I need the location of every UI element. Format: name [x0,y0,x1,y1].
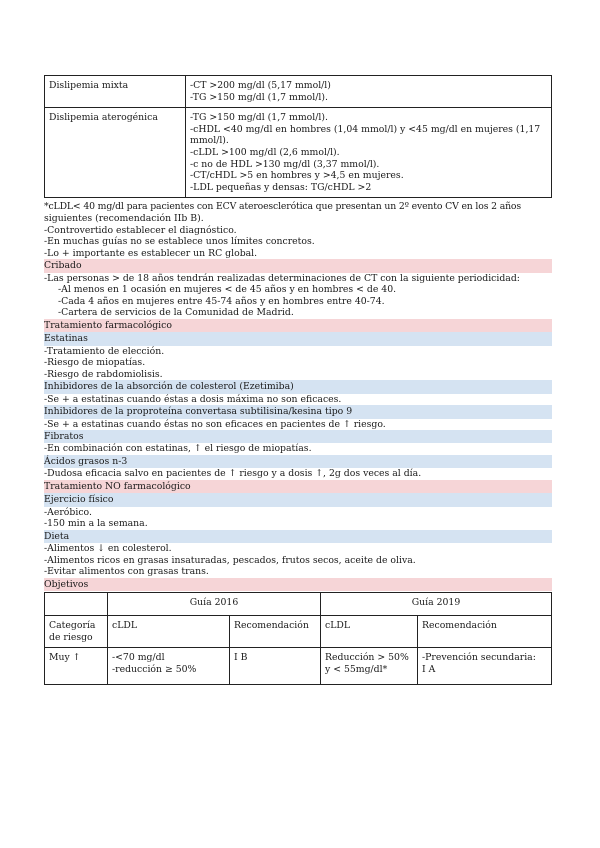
criteria-line: -TG >150 mg/dl (1,7 mmol/l). [190,91,328,103]
list-item: -En combinación con estatinas, ↑ el riesgo de miopatías. [44,443,312,455]
cell-cldl-2019 [321,648,418,685]
criteria-line: -LDL pequeñas y densas: TG/cHDL >2 [190,181,372,193]
subheading-fibratos: Fibratos [44,430,552,443]
cell-line: -reducción ≥ 50% [112,663,197,675]
criteria-line: -CT/cHDL >5 en hombres y >4,5 en mujeres. [190,170,404,182]
criteria-line: -cHDL <40 mg/dl en hombres (1,04 mmol/l) y <45 mg/dl en mujeres (1,17 mmol/l). [190,123,541,147]
section-heading-farmacologico: Tratamiento farmacológico [44,319,552,332]
subheading-dieta: Dieta [44,530,552,543]
table-row [45,648,552,685]
cell-line: I A [422,663,436,675]
cell-line: -Prevención secundaria: [422,652,536,664]
col-categoria: Categoría de riesgo [45,616,108,648]
list-item: -Tratamiento de elección. [44,345,165,357]
document-page [44,75,552,685]
list-item: -Riesgo de rabdomiolisis. [44,368,163,380]
note-line: *cLDL< 40 mg/dl para pacientes con ECV ateroesclerótica que presentan un 2º evento CV en los 2 años [44,201,522,213]
table-row [45,108,552,198]
note-line: siguientes (recomendación IIb B). [44,212,204,224]
list-item: -Alimentos ↓ en colesterol. [44,543,172,554]
list-item: -Se + a estatinas cuando éstas no son eficaces en pacientes de ↑ riesgo. [44,418,386,430]
row-criteria [186,76,552,108]
cell-line: y < 55mg/dl* [325,663,388,675]
list-item: -Dudosa eficacia salvo en pacientes de ↑ riesgo y a dosis ↑, 2g dos veces al día. [44,468,422,480]
list-item: -150 min a la semana. [44,518,148,530]
cell-line: Reducción > 50% [325,652,409,664]
criteria-line: -CT >200 mg/dl (5,17 mmol/l) [190,80,331,91]
note-line: -Lo + importante es establecer un RC global. [44,247,258,259]
list-item: -Evitar alimentos con grasas trans. [44,566,209,578]
list-item: -Riesgo de miopatías. [44,357,146,369]
col-recomendacion-2016: Recomendación [230,616,321,648]
section-heading-no-farmacologico: Tratamiento NO farmacológico [44,480,552,493]
col-recomendacion-2019: Recomendación [418,616,552,648]
section-heading-objetivos: Objetivos [44,578,552,591]
subheading-ezetimiba: Inhibidores de la absorción de colesterol (Ezetimiba) [44,380,552,393]
list-item: -Se + a estatinas cuando éstas a dosis máxima no son eficaces. [44,393,342,405]
table-subheader-row [45,616,552,648]
subheading-ejercicio: Ejercicio físico [44,493,552,506]
subheading-omega3: Ácidos grasos n-3 [44,455,552,468]
dyslipidemia-table [44,75,552,198]
notes [44,201,552,259]
criteria-line: -TG >150 mg/dl (1,7 mmol/l). [190,112,328,124]
empty-header-cell [45,593,108,616]
row-label: Dislipemia aterogénica [45,108,186,198]
header-guia-2019: Guía 2019 [321,593,552,616]
subheading-estatinas: Estatinas [44,332,552,345]
list-item: -Alimentos ricos en grasas insaturadas, pescados, frutos secos, aceite de oliva. [44,554,416,566]
row-label: Dislipemia mixta [45,76,186,108]
cell-categoria: Muy ↑ [45,648,108,685]
subheading-pcsk9: Inhibidores de la proproteína convertasa subtilisina/kesina tipo 9 [44,405,552,418]
header-guia-2016: Guía 2016 [108,593,321,616]
cell-cldl-2016 [108,648,230,685]
list-item: -Aeróbico. [44,506,92,518]
objetivos-table [44,592,552,685]
list-item: -Cartera de servicios de la Comunidad de Madrid. [58,307,294,319]
table-row [45,76,552,108]
list-item: -Al menos en 1 ocasión en mujeres < de 45 años y en hombres < de 40. [58,284,397,296]
note-line: -Controvertido establecer el diagnóstico. [44,224,237,236]
cell-rec-2019 [418,648,552,685]
section-heading-cribado: Cribado [44,259,552,272]
list-item: -Cada 4 años en mujeres entre 45-74 años y en hombres entre 40-74. [58,295,385,307]
row-criteria [186,108,552,198]
criteria-line: -cLDL >100 mg/dl (2,6 mmol/l). [190,146,340,158]
col-cldl-2016: cLDL [108,616,230,648]
cell-line: -<70 mg/dl [112,652,165,664]
criteria-line: -c no de HDL >130 mg/dl (3,37 mmol/l). [190,158,380,170]
note-line: -En muchas guías no se establece unos límites concretos. [44,236,315,248]
col-cldl-2019: cLDL [321,616,418,648]
cribado-intro: -Las personas > de 18 años tendrán realizadas determinaciones de CT con la siguiente periodicidad: [44,272,520,284]
cell-rec-2016: I B [230,648,321,685]
table-header-row [45,593,552,616]
